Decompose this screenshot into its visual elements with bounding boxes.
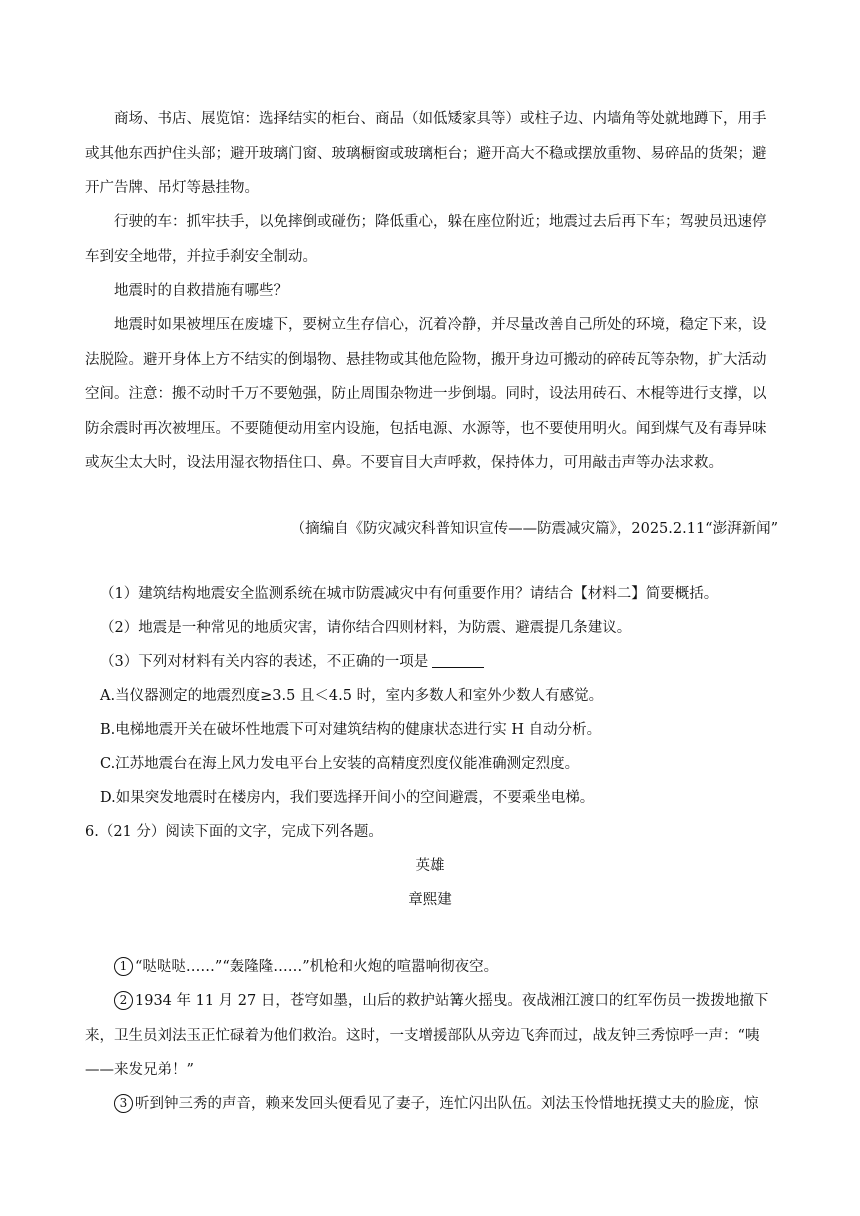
question-1: （1）建筑结构地震安全监测系统在城市防震减灾中有何重要作用？请结合【材料二】简要概括。 bbox=[100, 586, 719, 602]
question-2: （2）地震是一种常见的地质灾害，请你结合四则材料，为防震、避震提几条建议。 bbox=[100, 620, 632, 636]
story-author: 章熙建 bbox=[408, 892, 452, 908]
option-a: A.当仪器测定的地震烈度≥3.5 且＜4.5 时，室内多数人和室外少数人有感觉。 bbox=[100, 688, 604, 704]
story-paragraph-3-text: 听到钟三秀的声音，赖来发回头便看见了妻子，连忙闪出队伍。刘法玉怜惜地抚摸丈夫的脸庞，惊 bbox=[135, 1096, 759, 1112]
paragraph-vehicle: 行驶的车：抓牢扶手，以免摔倒或碰伤；降低重心，躲在座位附近；地震过去后再下车；驾驶员迅速停车到安全地带，并拉手刹安全制动。 bbox=[85, 214, 767, 265]
option-c: C.江苏地震台在海上风力发电平台上安装的高精度烈度仪能准确测定烈度。 bbox=[100, 756, 580, 772]
paragraph-self-rescue-question: 地震时的自救措施有哪些？ bbox=[114, 283, 288, 299]
story-paragraph-2-text: 1934 年 11 月 27 日，苍穹如墨，山后的救护站篝火摇曳。夜战湘江渡口的红军伤员一拨拨地撤下来，卫生员刘法玉正忙碌着为他们救治。这时，一支增援部队从旁边飞奔而过，战友钟三秀惊呼一声：“咦——来发兄弟！” bbox=[85, 993, 769, 1078]
paragraph-mall: 商场、书店、展览馆：选择结实的柜台、商品（如低矮家具等）或柱子边、内墙角等处就地蹲下，用手或其他东西护住头部；避开玻璃门窗、玻璃橱窗或玻璃柜台；避开高大不稳或摆放重物、易碎品的货架；避开广告牌、吊灯等悬挂物。 bbox=[85, 111, 767, 196]
story-paragraph-1-text: “哒哒哒……”“轰隆隆……”机枪和火炮的喧嚣响彻夜空。 bbox=[135, 959, 499, 975]
story-paragraph-1 bbox=[85, 950, 775, 985]
source-citation: （摘编自《防灾减灾科普知识宣传——防震减灾篇》，2025.2.11“澎湃新闻” bbox=[290, 521, 778, 537]
paragraph-number-2: 2 bbox=[114, 991, 133, 1010]
question-3 bbox=[100, 645, 780, 679]
section-6-header: 6.（21 分）阅读下面的文字，完成下列各题。 bbox=[85, 824, 383, 840]
answer-blank bbox=[432, 651, 484, 668]
story-paragraph-3 bbox=[85, 1087, 775, 1122]
question-3-text: （3）下列对材料有关内容的表述，不正确的一项是 bbox=[100, 654, 429, 670]
paragraph-number-3: 3 bbox=[114, 1094, 133, 1113]
paragraph-self-rescue: 地震时如果被埋压在废墟下，要树立生存信心，沉着冷静，并尽量改善自己所处的环境，稳定下来，设法脱险。避开身体上方不结实的倒塌物、悬挂物或其他危险物，搬开身边可搬动的碎砖瓦等杂物，扩大活动空间。注意：搬不动时千万不要勉强，防止周围杂物进一步倒塌。同时，设法用砖石、木棍等进行支撑，以防余震时再次被埋压。不要随便动用室内设施，包括电源、水源等，也不要使用明火。闻到煤气及有毒异味或灰尘太大时，设法用湿衣物捂住口、鼻。不要盲目大声呼救，保持体力，可用敲击声等办法求救。 bbox=[85, 317, 767, 471]
option-d: D.如果突发地震时在楼房内，我们要选择开间小的空间避震，不要乘坐电梯。 bbox=[100, 790, 595, 806]
story-paragraph-2 bbox=[85, 984, 775, 1088]
paragraph-number-1: 1 bbox=[114, 957, 133, 976]
story-title: 英雄 bbox=[415, 858, 445, 874]
option-b: B.电梯地震开关在破坏性地震下可对建筑结构的健康状态进行实 H 自动分析。 bbox=[100, 722, 602, 738]
